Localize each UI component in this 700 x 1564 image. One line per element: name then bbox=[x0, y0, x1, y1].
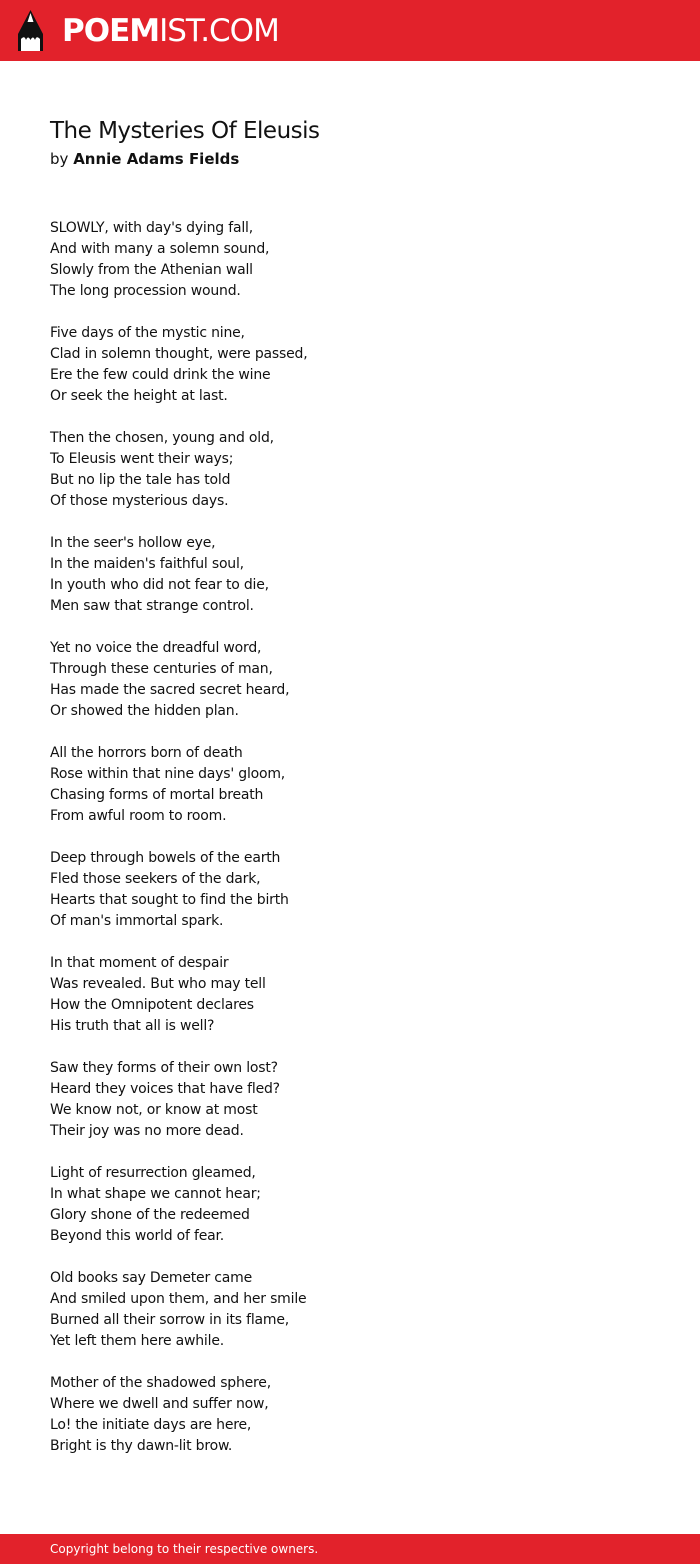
poem-line: Of man's immortal spark. bbox=[50, 913, 224, 929]
stanza bbox=[50, 218, 650, 302]
poem-line: Of those mysterious days. bbox=[50, 493, 229, 509]
poem-line: Through these centuries of man, bbox=[50, 661, 273, 677]
poem-line: And smiled upon them, and her smile bbox=[50, 1291, 307, 1307]
poem-line: Men saw that strange control. bbox=[50, 598, 254, 614]
poem-line: In that moment of despair bbox=[50, 955, 229, 971]
poem-line: And with many a solemn sound, bbox=[50, 241, 270, 257]
stanza bbox=[50, 638, 650, 722]
poem-line: Has made the sacred secret heard, bbox=[50, 682, 290, 698]
logo-text-light: IST.COM bbox=[159, 13, 279, 49]
poem-line: Glory shone of the redeemed bbox=[50, 1207, 250, 1223]
poem-line: Yet left them here awhile. bbox=[50, 1333, 224, 1349]
site-footer bbox=[0, 1534, 700, 1564]
poem-line: Ere the few could drink the wine bbox=[50, 367, 271, 383]
site-logo[interactable] bbox=[62, 13, 279, 49]
site-header bbox=[0, 0, 700, 61]
stanza bbox=[50, 533, 650, 617]
poem-line: Light of resurrection gleamed, bbox=[50, 1165, 256, 1181]
stanza bbox=[50, 953, 650, 1037]
poem-body bbox=[50, 218, 650, 1478]
poem-line: Then the chosen, young and old, bbox=[50, 430, 274, 446]
poem-line: Burned all their sorrow in its flame, bbox=[50, 1312, 290, 1328]
stanza bbox=[50, 1163, 650, 1247]
poem-line: Beyond this world of fear. bbox=[50, 1228, 225, 1244]
poem-line: Clad in solemn thought, were passed, bbox=[50, 346, 308, 362]
poem-line: How the Omnipotent declares bbox=[50, 997, 254, 1013]
poem-line: His truth that all is well? bbox=[50, 1018, 215, 1034]
poem-line: SLOWLY, with day's dying fall, bbox=[50, 220, 253, 236]
poem-line: Slowly from the Athenian wall bbox=[50, 262, 253, 278]
poem-line: Hearts that sought to find the birth bbox=[50, 892, 289, 908]
poem-line: Where we dwell and suffer now, bbox=[50, 1396, 269, 1412]
copyright-notice: Copyright belong to their respective owners. bbox=[50, 1542, 319, 1556]
poem-line: But no lip the tale has told bbox=[50, 472, 231, 488]
poem-line: Mother of the shadowed sphere, bbox=[50, 1375, 271, 1391]
stanza bbox=[50, 1373, 650, 1457]
stanza bbox=[50, 1058, 650, 1142]
poem-line: Their joy was no more dead. bbox=[50, 1123, 244, 1139]
pencil-tip-icon[interactable] bbox=[18, 10, 43, 51]
poem-line: Or seek the height at last. bbox=[50, 388, 228, 404]
poem-line: Deep through bowels of the earth bbox=[50, 850, 281, 866]
poem-line: All the horrors born of death bbox=[50, 745, 243, 761]
poem-line: Was revealed. But who may tell bbox=[50, 976, 266, 992]
stanza bbox=[50, 323, 650, 407]
logo-text-bold: POEM bbox=[62, 13, 160, 49]
poem-line: The long procession wound. bbox=[50, 283, 241, 299]
poem-line: Lo! the initiate days are here, bbox=[50, 1417, 252, 1433]
poem-line: Yet no voice the dreadful word, bbox=[50, 640, 262, 656]
poem-line: To Eleusis went their ways; bbox=[50, 451, 234, 467]
byline bbox=[50, 148, 239, 170]
poem-line: From awful room to room. bbox=[50, 808, 227, 824]
poem-line: We know not, or know at most bbox=[50, 1102, 258, 1118]
poem-line: In what shape we cannot hear; bbox=[50, 1186, 261, 1202]
poem-line: Bright is thy dawn-lit brow. bbox=[50, 1438, 233, 1454]
stanza bbox=[50, 848, 650, 932]
poem-line: Heard they voices that have fled? bbox=[50, 1081, 280, 1097]
poem-line: Fled those seekers of the dark, bbox=[50, 871, 261, 887]
stanza bbox=[50, 428, 650, 512]
stanza bbox=[50, 1268, 650, 1352]
author-name: Annie Adams Fields bbox=[73, 150, 240, 168]
poem-line: Rose within that nine days' gloom, bbox=[50, 766, 286, 782]
poem-line: Old books say Demeter came bbox=[50, 1270, 253, 1286]
poem-line: In the seer's hollow eye, bbox=[50, 535, 216, 551]
poem-line: Saw they forms of their own lost? bbox=[50, 1060, 278, 1076]
poem-line: In the maiden's faithful soul, bbox=[50, 556, 244, 572]
poem-line: Five days of the mystic nine, bbox=[50, 325, 245, 341]
by-label: by bbox=[50, 150, 69, 168]
poem-line: Chasing forms of mortal breath bbox=[50, 787, 264, 803]
poem-title: The Mysteries Of Eleusis bbox=[50, 118, 320, 144]
poem-line: Or showed the hidden plan. bbox=[50, 703, 239, 719]
poem-line: In youth who did not fear to die, bbox=[50, 577, 269, 593]
stanza bbox=[50, 743, 650, 827]
